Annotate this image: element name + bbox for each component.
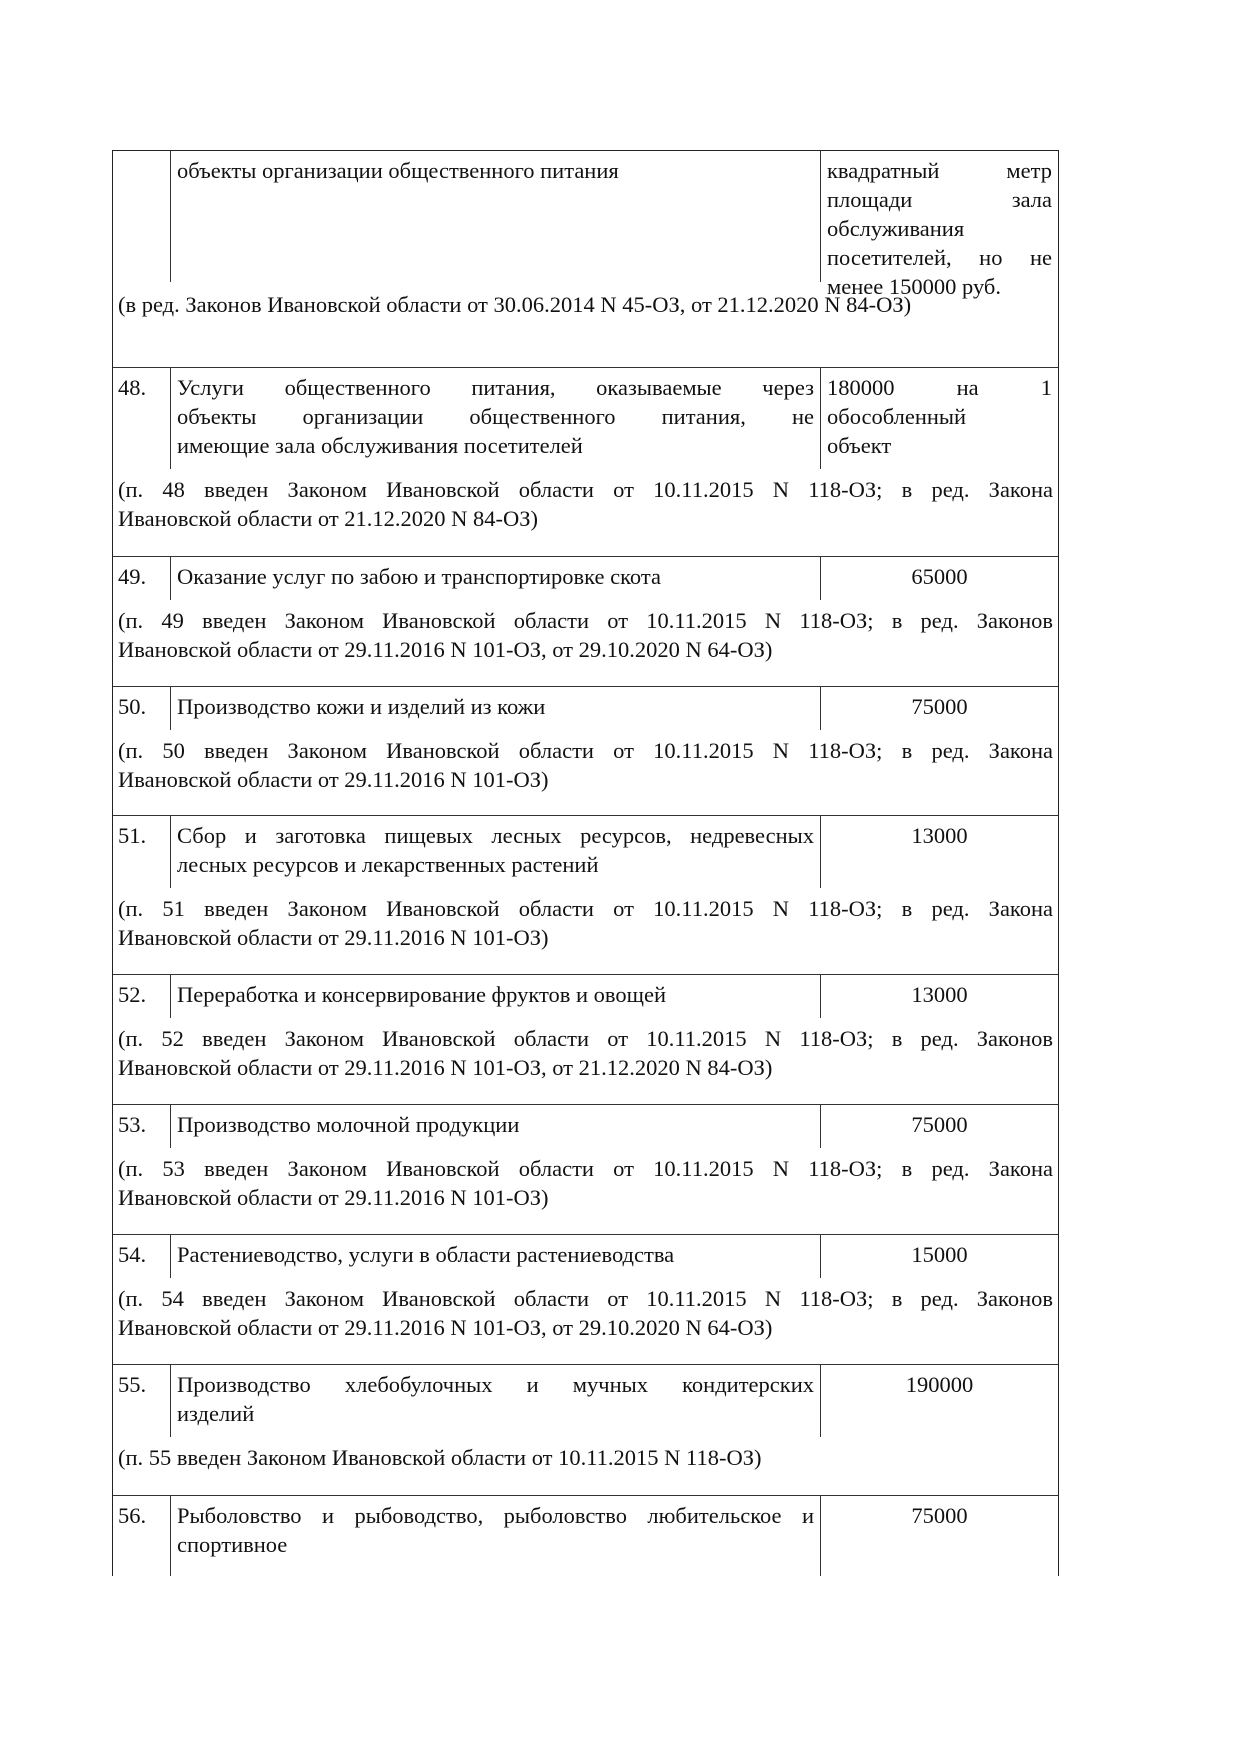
amendment-note [113,1278,1058,1351]
note-line: (п. 50 введен Законом Ивановской области от 10.11.2015 N 118-ОЗ; в ред. Закона [118,738,1053,763]
amendment-note [113,730,1058,803]
amendment-note [113,469,1058,542]
row-description [171,368,821,469]
value-line: квадратный метр [827,158,1052,183]
table-row [113,816,1058,975]
row-number [113,151,171,282]
table-row [113,1235,1058,1365]
amendment-note [113,600,1058,673]
note-line: (п. 49 введен Законом Ивановской области от 10.11.2015 N 118-ОЗ; в ред. Законов [118,608,1053,633]
note-line: Ивановской области от 29.11.2016 N 101-ОЗ) [118,1185,549,1210]
note-line: (п. 53 введен Законом Ивановской области от 10.11.2015 N 118-ОЗ; в ред. Закона [118,1156,1053,1181]
row-value: 65000 [911,564,968,589]
description-line: объекты организации общественного питания, не [177,404,814,429]
amendment-note [113,1148,1058,1221]
tax-rate-table [112,150,1059,1576]
row-value: 15000 [911,1242,968,1267]
note-line: (п. 48 введен Законом Ивановской области от 10.11.2015 N 118-ОЗ; в ред. Закона [118,477,1053,502]
row-value: 13000 [911,823,968,848]
row-description: Производство молочной продукции [171,1105,821,1148]
note-line: (п. 52 введен Законом Ивановской области от 10.11.2015 N 118-ОЗ; в ред. Законов [118,1026,1053,1051]
table-row [113,557,1058,687]
row-value: 190000 [905,1372,974,1397]
value-line: площади зала [827,187,1052,212]
value-line: 180000 на 1 [827,375,1052,400]
row-value: 75000 [911,694,968,719]
note-line: (п. 54 введен Законом Ивановской области от 10.11.2015 N 118-ОЗ; в ред. Законов [118,1286,1053,1311]
note-line: Ивановской области от 29.11.2016 N 101-ОЗ, от 29.10.2020 N 64-ОЗ) [118,1315,773,1340]
description-line: Производство хлебобулочных и мучных кондитерских [177,1372,814,1397]
row-number: 49. [113,557,171,600]
description-line: Услуги общественного питания, оказываемые через [177,375,814,400]
table-row [113,1496,1058,1576]
row-description [171,1365,821,1437]
amendment-note: (в ред. Законов Ивановской области от 30.06.2014 N 45-ОЗ, от 21.12.2020 N 84-ОЗ) [118,292,912,317]
row-value [821,368,1058,469]
table-row [113,368,1058,557]
row-number: 56. [113,1496,171,1576]
row-number: 52. [113,975,171,1018]
amendment-note [113,1437,1058,1481]
row-number: 55. [113,1365,171,1437]
note-line: Ивановской области от 29.11.2016 N 101-ОЗ, от 29.10.2020 N 64-ОЗ) [118,637,773,662]
row-description: Оказание услуг по забою и транспортировке скота [171,557,821,600]
note-line: (п. 51 введен Законом Ивановской области от 10.11.2015 N 118-ОЗ; в ред. Закона [118,896,1053,921]
row-description [171,816,821,888]
table-row [113,1365,1058,1496]
row-number: 53. [113,1105,171,1148]
row-value: 13000 [911,982,968,1007]
row-value: 75000 [911,1503,968,1528]
row-value [821,151,1058,299]
description-line: лесных ресурсов и лекарственных растений [177,852,599,877]
row-number: 50. [113,687,171,730]
table-row [113,687,1058,816]
note-line: Ивановской области от 29.11.2016 N 101-ОЗ) [118,767,549,792]
amendment-note [113,888,1058,961]
value-line: посетителей, но не [827,245,1052,270]
note-line: Ивановской области от 29.11.2016 N 101-ОЗ) [118,925,549,950]
row-description: Производство кожи и изделий из кожи [171,687,821,730]
value-line: обособленный [827,404,967,429]
note-line: Ивановской области от 29.11.2016 N 101-ОЗ, от 21.12.2020 N 84-ОЗ) [118,1055,773,1080]
value-line: объект [827,433,892,458]
table-row [113,975,1058,1105]
description-line: Сбор и заготовка пищевых лесных ресурсов, недревесных [177,823,814,848]
row-number: 51. [113,816,171,888]
note-line: Ивановской области от 21.12.2020 N 84-ОЗ) [118,506,539,531]
row-description: объекты организации общественного питания [171,151,821,282]
value-line: менее 150000 руб. [827,274,1001,299]
row-number: 54. [113,1235,171,1278]
description-line: имеющие зала обслуживания посетителей [177,433,583,458]
amendment-note [113,1018,1058,1091]
row-number: 48. [113,368,171,469]
row-description: Переработка и консервирование фруктов и овощей [171,975,821,1018]
description-line: спортивное [177,1532,288,1557]
description-line: изделий [177,1401,255,1426]
row-value: 75000 [911,1112,968,1137]
row-description [171,1496,821,1576]
table-row-continuation [113,151,1058,368]
row-description: Растениеводство, услуги в области растениеводства [171,1235,821,1278]
description-line: Рыболовство и рыбоводство, рыболовство любительское и [177,1503,814,1528]
note-line: (п. 55 введен Законом Ивановской области от 10.11.2015 N 118-ОЗ) [118,1445,762,1470]
value-line: обслуживания [827,216,965,241]
table-row [113,1105,1058,1235]
